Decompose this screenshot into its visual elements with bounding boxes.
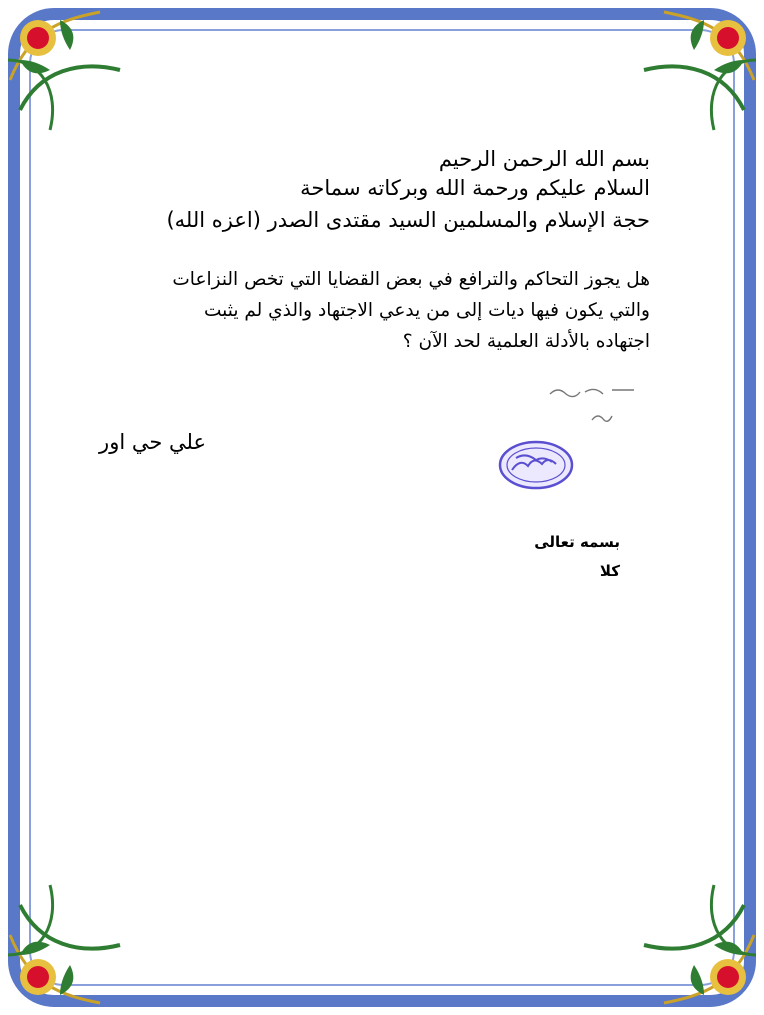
reply-heading: بسمه تعالى bbox=[534, 533, 620, 551]
handwritten-note bbox=[550, 389, 634, 421]
official-seal bbox=[500, 442, 572, 488]
reply-answer: كلا bbox=[599, 562, 620, 580]
greeting-line-3: حجة الإسلام والمسلمين السيد مقتدى الصدر (اعزه الله) bbox=[166, 208, 650, 232]
question-line-2: والتي يكون فيها ديات إلى من يدعي الاجتهاد والذي لم يثبت bbox=[203, 300, 650, 321]
greeting-line-2: السلام عليكم ورحمة الله وبركاته سماحة bbox=[300, 176, 650, 200]
question-line-1: هل يجوز التحاكم والترافع في بعض القضايا التي تخص النزاعات bbox=[172, 269, 650, 290]
greeting-line-1: بسم الله الرحمن الرحيم bbox=[438, 147, 650, 171]
question-line-3: اجتهاده بالأدلة العلمية لحد الآن ؟ bbox=[402, 331, 650, 352]
sender-signature: علي حي اور bbox=[99, 430, 206, 454]
